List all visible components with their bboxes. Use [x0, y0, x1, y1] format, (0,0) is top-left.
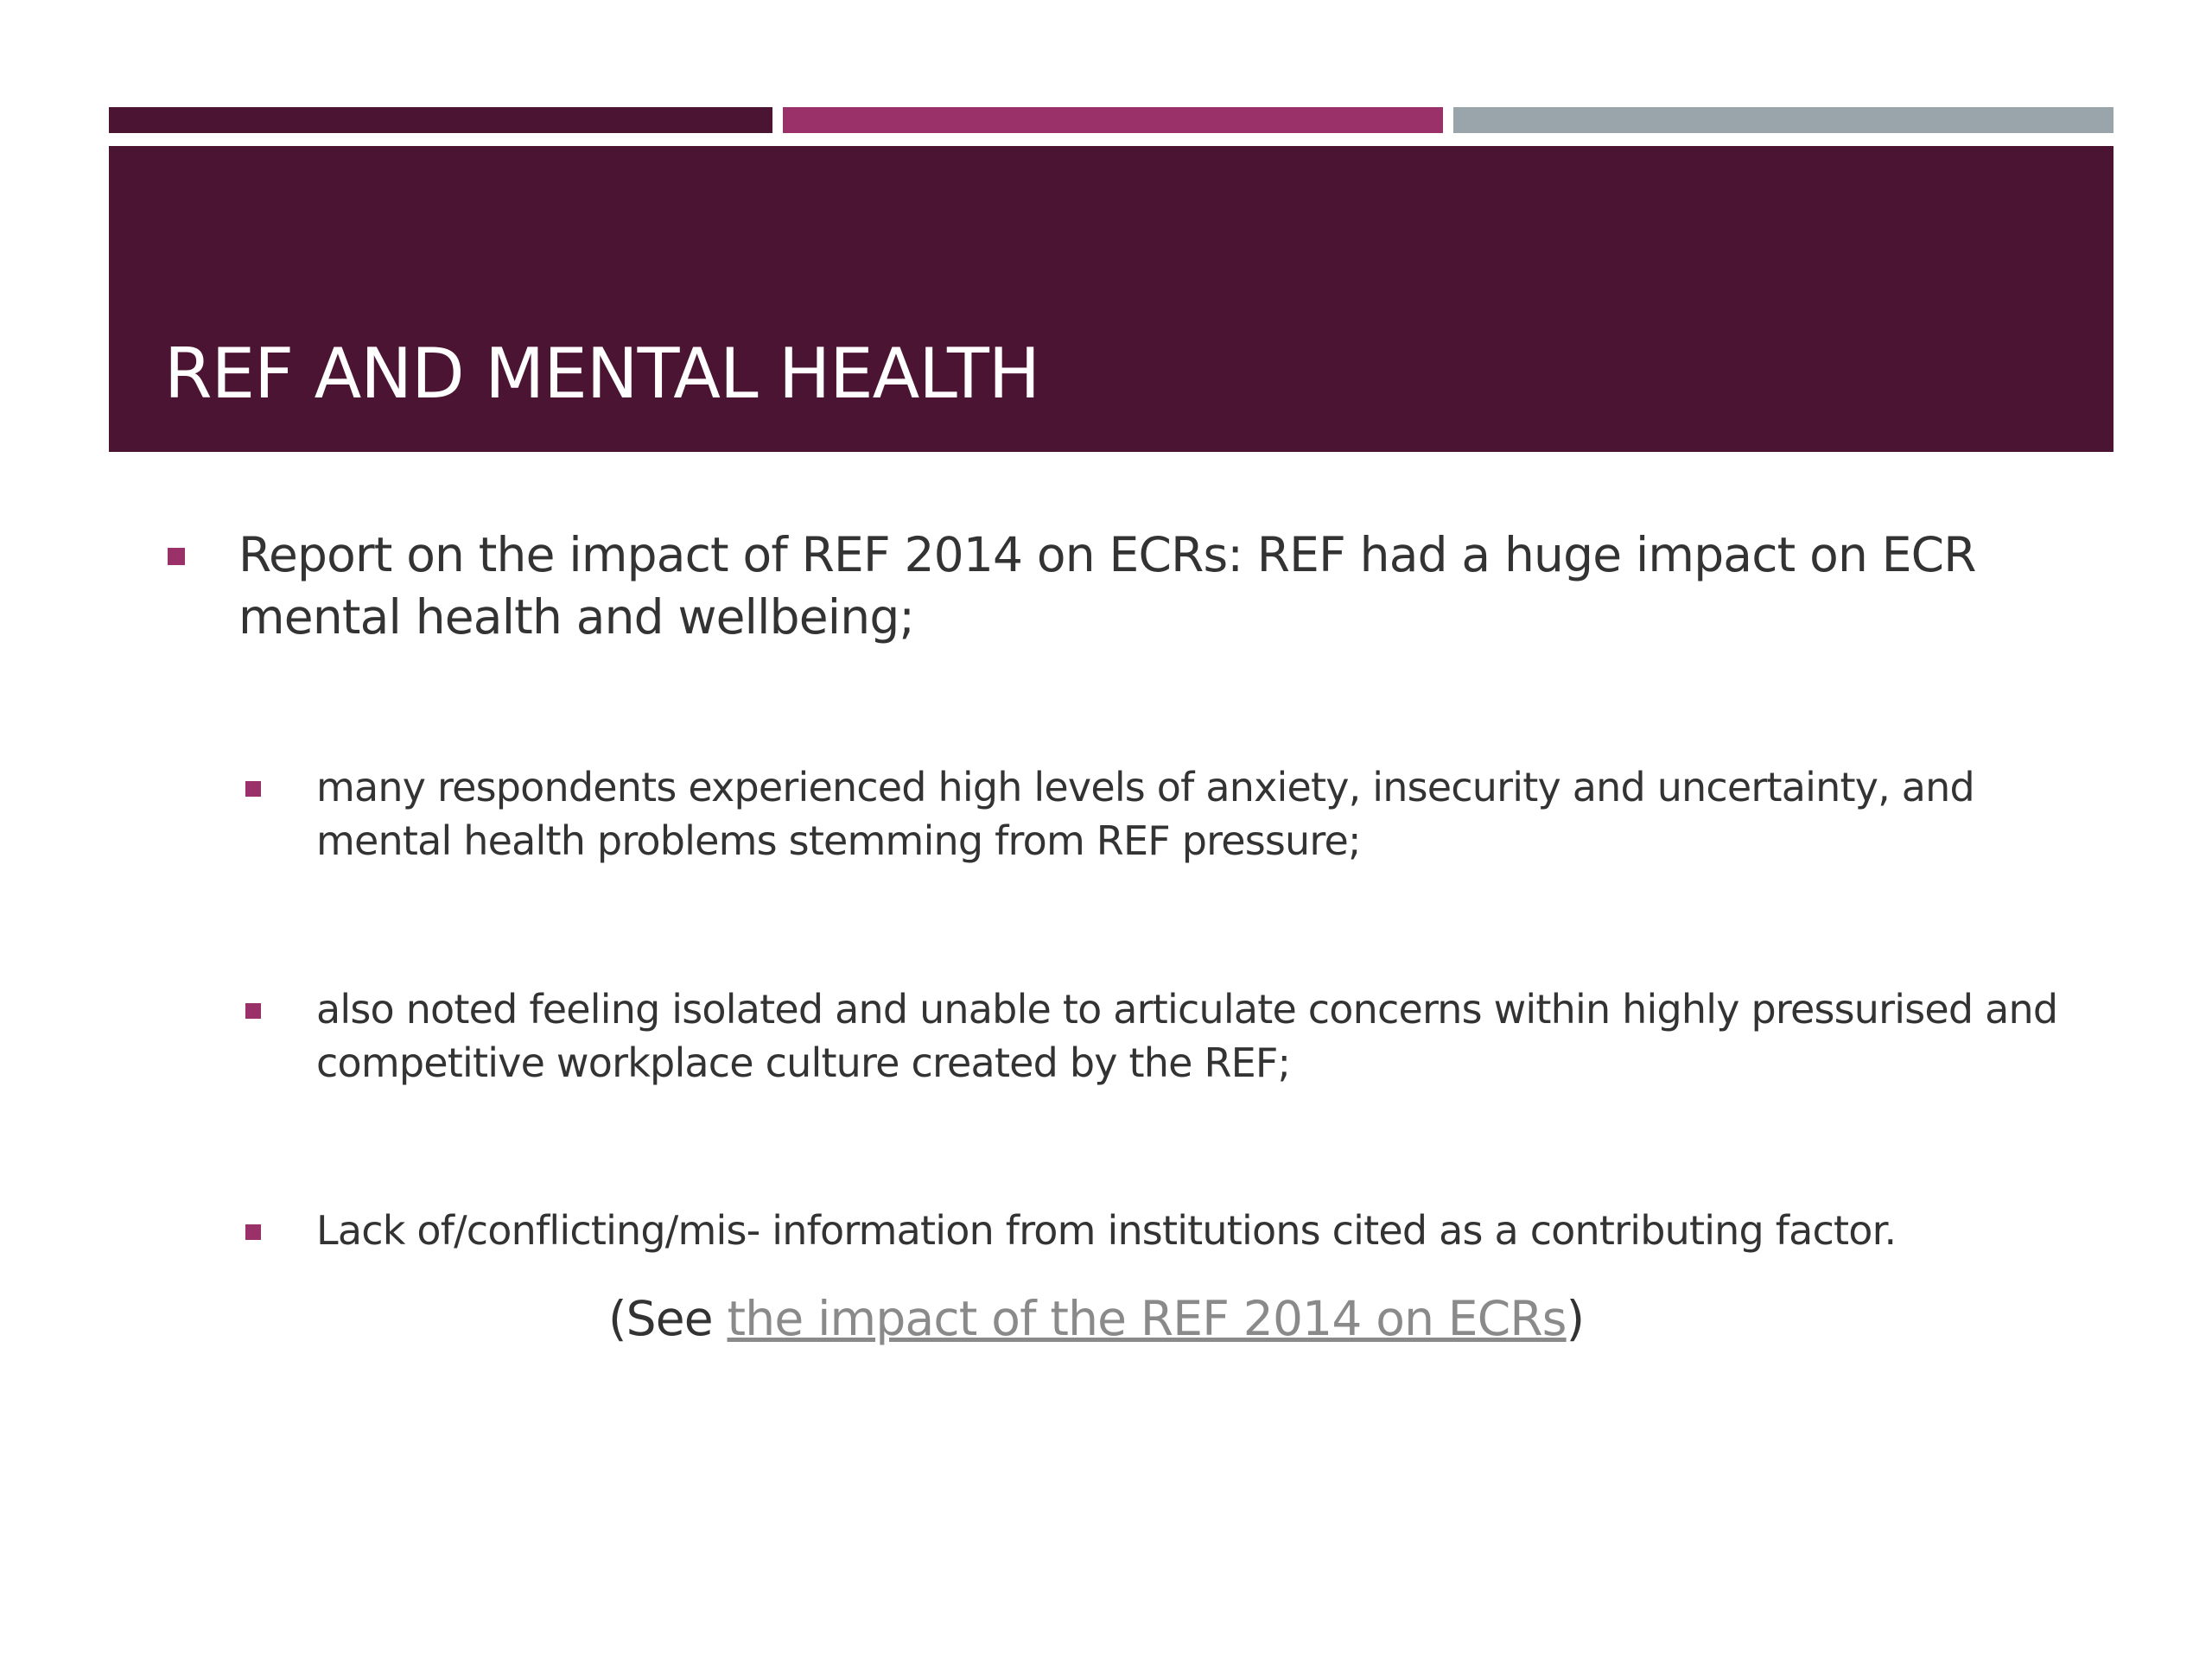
square-bullet-icon	[168, 548, 185, 565]
slide-title: REF AND MENTAL HEALTH	[164, 334, 1039, 414]
title-band	[109, 146, 2113, 452]
bullet-sub-isolation	[244, 982, 2058, 1090]
square-bullet-icon	[245, 1224, 261, 1240]
reference-line	[608, 1287, 1818, 1350]
reference-link[interactable]: the impact of the REF 2014 on ECRs	[727, 1291, 1567, 1346]
reference-suffix: )	[1566, 1291, 1585, 1346]
bullet-sub-text: Lack of/conflicting/mis- information from institutions cited as a contributing factor.	[316, 1207, 1897, 1254]
bullet-sub-information	[244, 1204, 2058, 1257]
bullet-main-text: Report on the impact of REF 2014 on ECRs: REF had a huge impact on ECR mental health and wellbeing;	[238, 527, 1976, 645]
reference-prefix: (See	[608, 1291, 728, 1346]
bullet-sub-text: also noted feeling isolated and unable to articulate concerns within highly pressurised and competitive workplace culture created by the REF;	[316, 986, 2058, 1086]
bullet-sub-text: many respondents experienced high levels of anxiety, insecurity and uncertainty, and mental health problems stemming from REF pressure;	[316, 764, 1974, 864]
square-bullet-icon	[245, 1003, 261, 1019]
bullet-main	[166, 524, 2015, 648]
square-bullet-icon	[245, 781, 261, 797]
accent-bar-plum	[109, 107, 772, 133]
accent-bar-magenta	[783, 107, 1443, 133]
accent-bar-grey	[1453, 107, 2113, 133]
bullet-sub-anxiety	[244, 760, 2058, 868]
